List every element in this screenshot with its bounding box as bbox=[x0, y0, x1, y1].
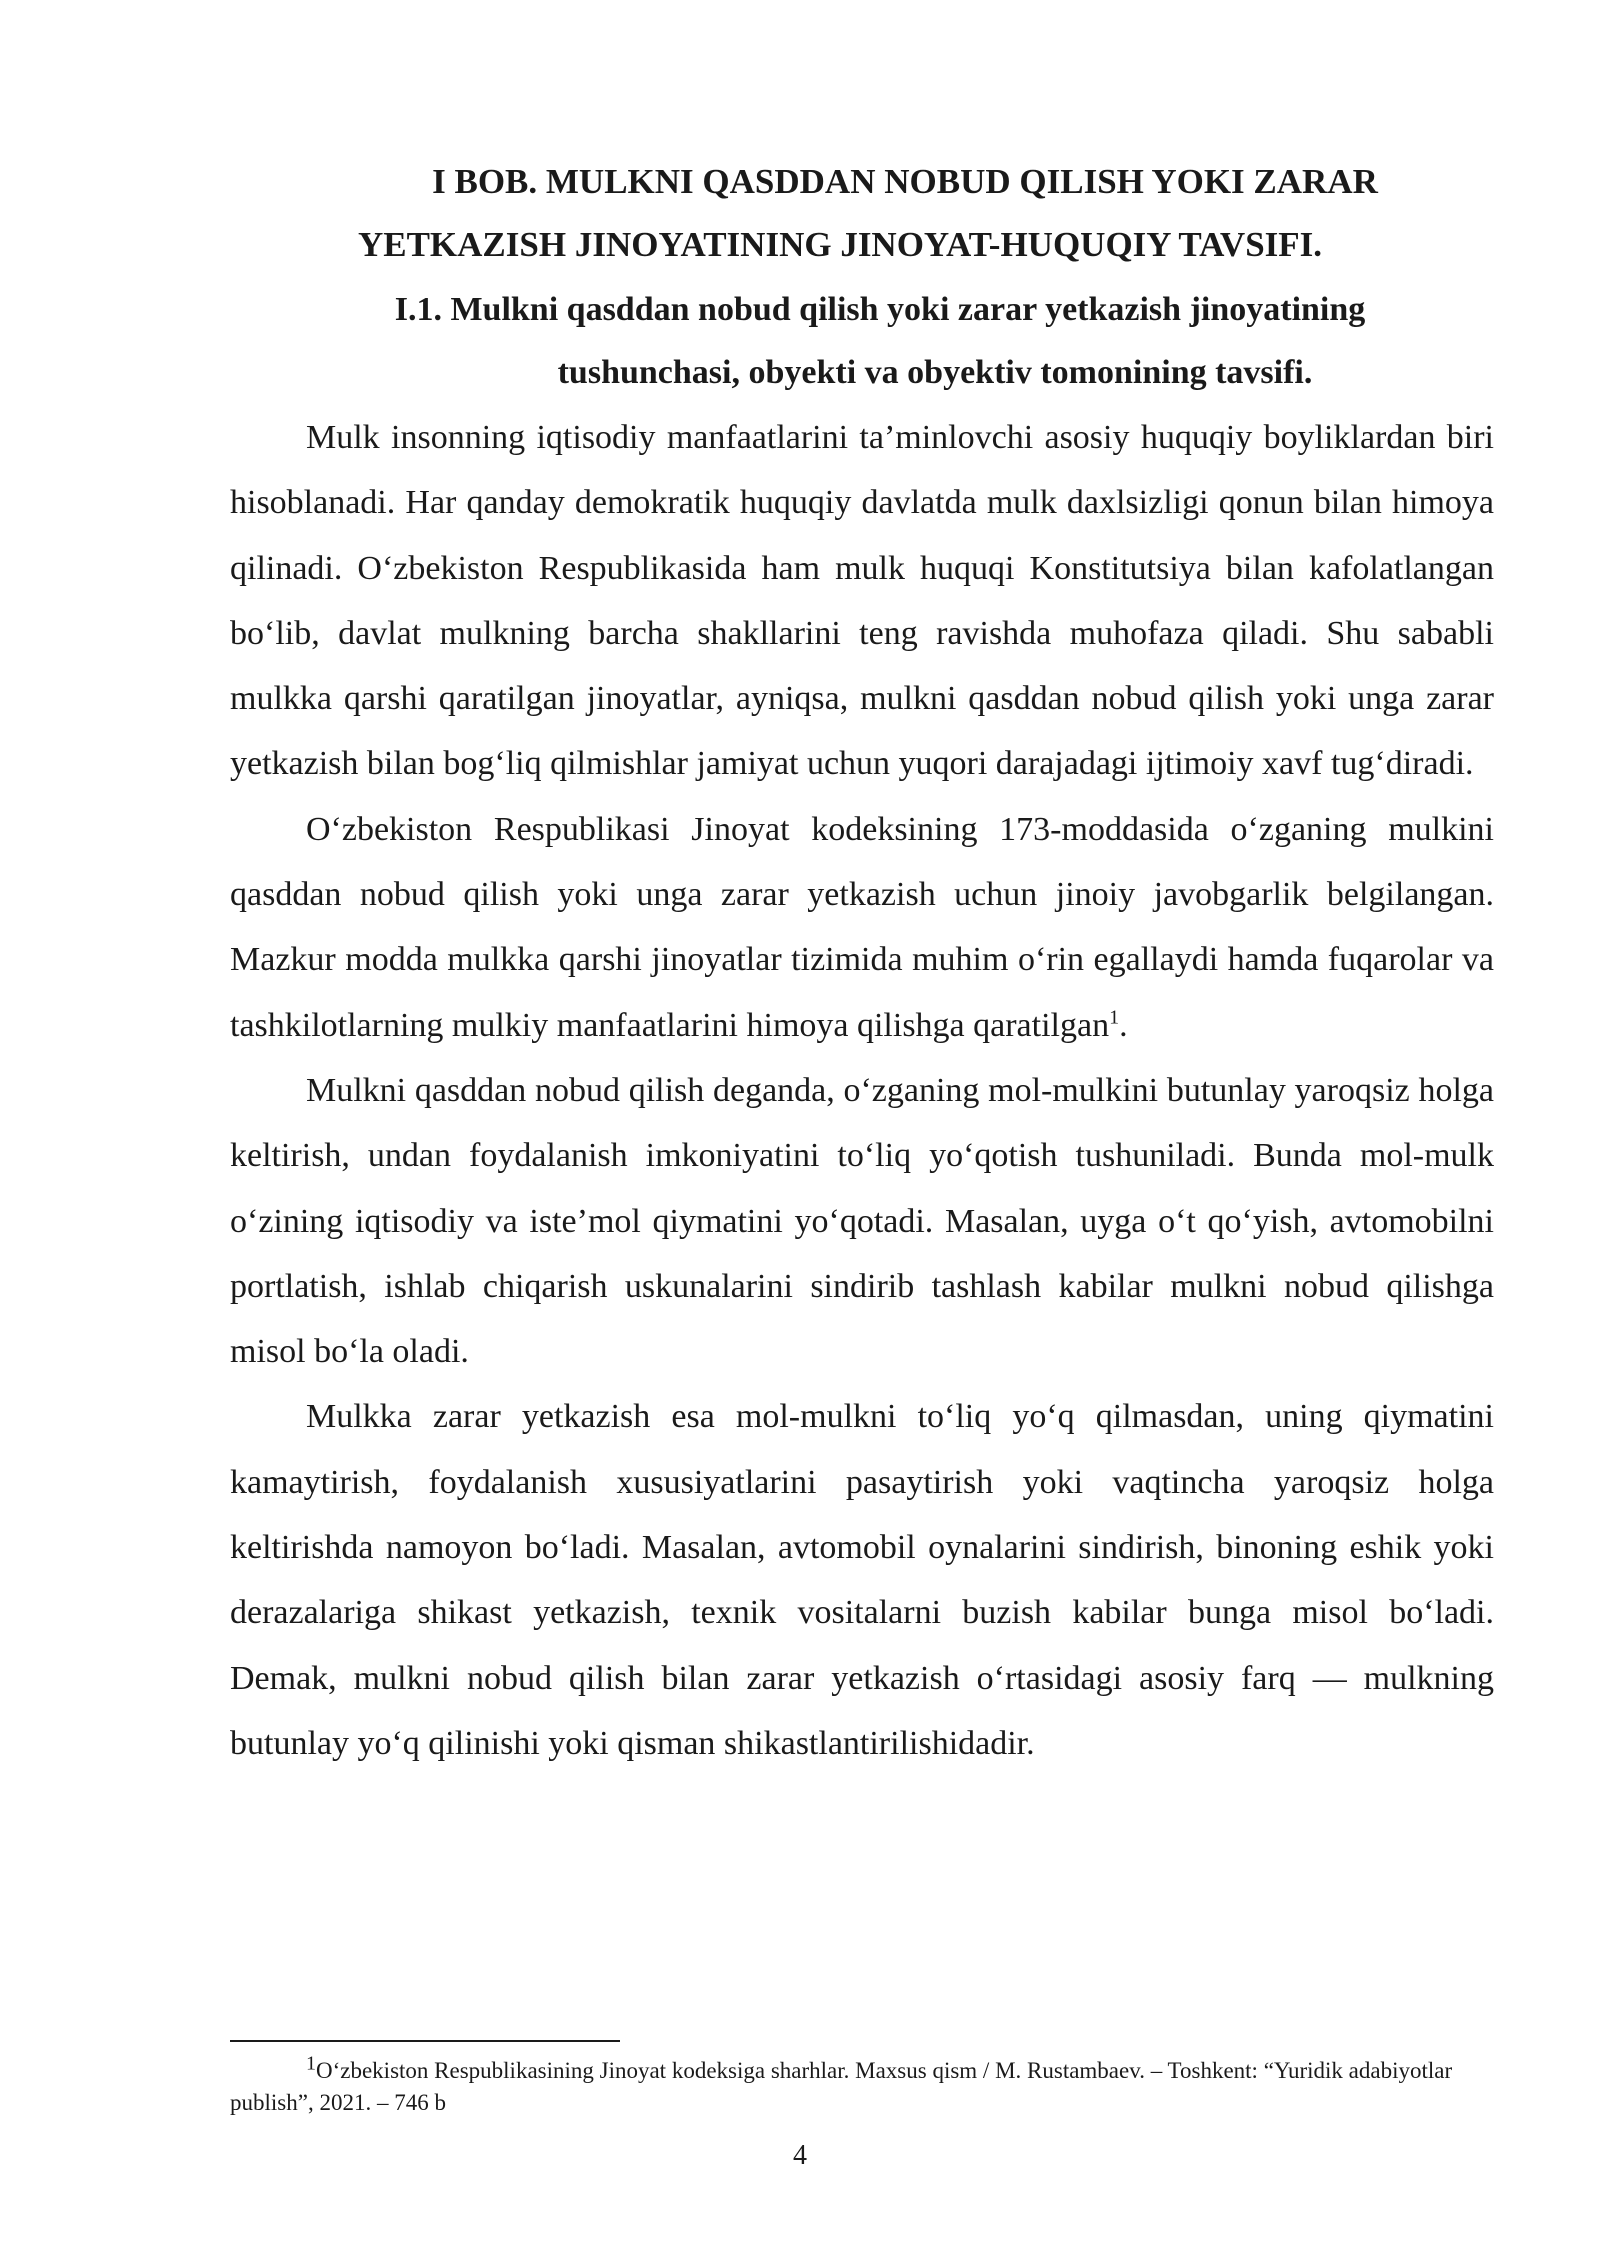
footnote bbox=[230, 2052, 1494, 2119]
section-title bbox=[300, 278, 1460, 404]
paragraph-3: Mulkni qasddan nobud qilish deganda, o‘zganing mol-mulkini butunlay yaroqsiz holga keltirish, undan foydalanish imkoniyatini to‘liq yo‘qotish tushuniladi. Bunda mol-mulk o‘zining iqtisodiy va iste’mol qiymatini yo‘qotadi. Masalan, uyga o‘t qo‘yish, avtomobilni portlatish, ishlab chiqarish uskunalarini sindirib tashlash kabilar mulkni nobud qilishga misol bo‘la oladi. bbox=[230, 1071, 1494, 1371]
footnote-mark: 1 bbox=[306, 2052, 316, 2075]
chapter-title-line-1: I BOB. MULKNI QASDDAN NOBUD QILISH YOKI ZARAR bbox=[432, 162, 1378, 201]
chapter-title-line-2: YETKAZISH JINOYATINING JINOYAT-HUQUQIY TAVSIFI. bbox=[357, 225, 1323, 264]
body-text bbox=[230, 405, 1494, 1776]
footnote-reference: 1 bbox=[1109, 1006, 1120, 1029]
chapter-title bbox=[230, 150, 1490, 276]
paragraph-2-end: . bbox=[1119, 1006, 1128, 1044]
section-title-line-2: tushunchasi, obyekti va obyektiv tomonining tavsifi. bbox=[557, 354, 1313, 391]
footnote-text: O‘zbekiston Respublikasining Jinoyat kodeksiga sharhlar. Maxsus qism / M. Rustambaev. – Toshkent: “Yuridik adabiyotlar publish”, 2021. – 746 b bbox=[230, 2058, 1453, 2115]
page-number: 4 bbox=[793, 2140, 807, 2171]
paragraph-1: Mulk insonning iqtisodiy manfaatlarini ta’minlovchi asosiy huquqiy boyliklardan biri hisoblanadi. Har qanday demokratik huquqiy davlatda mulk daxlsizligi qonun bilan himoya qilinadi. O‘zbekiston Respublikasida ham mulk huquqi Konstitutsiya bilan kafolatlangan bo‘lib, davlat mulkning barcha shakllarini teng ravishda muhofaza qiladi. Shu sababli mulkka qarshi qaratilgan jinoyatlar, ayniqsa, mulkni qasddan nobud qilish yoki unga zarar yetkazish bilan bog‘liq qilmishlar jamiyat uchun yuqori darajadagi ijtimoiy xavf tug‘diradi. bbox=[230, 419, 1494, 783]
footnote-separator bbox=[230, 2040, 620, 2042]
paragraph-2-text: O‘zbekiston Respublikasi Jinoyat kodeksining 173-moddasida o‘zganing mulkini qasddan nobud qilish yoki unga zarar yetkazish uchun jinoiy javobgarlik belgilangan. Mazkur modda mulkka qarshi jinoyatlar tizimida muhim o‘rin egallaydi hamda fuqarolar va tashkilotlarning mulkiy manfaatlarini himoya qilishga qaratilgan bbox=[230, 810, 1494, 1044]
section-title-line-1: I.1. Mulkni qasddan nobud qilish yoki zarar yetkazish jinoyatining bbox=[394, 291, 1366, 328]
paragraph-2 bbox=[230, 797, 1494, 1058]
paragraph-4: Mulkka zarar yetkazish esa mol-mulkni to‘liq yo‘q qilmasdan, uning qiymatini kamaytirish, foydalanish xususiyatlarini pasaytirish yoki vaqtincha yaroqsiz holga keltirishda namoyon bo‘ladi. Masalan, avtomobil oynalarini sindirish, binoning eshik yoki derazalariga shikast yetkazish, texnik vositalarni buzish kabilar bunga misol bo‘ladi. Demak, mulkni nobud qilish bilan zarar yetkazish o‘rtasidagi asosiy farq — mulkning butunlay yo‘q qilinishi yoki qisman shikastlantirilishidadir. bbox=[230, 1398, 1494, 1762]
